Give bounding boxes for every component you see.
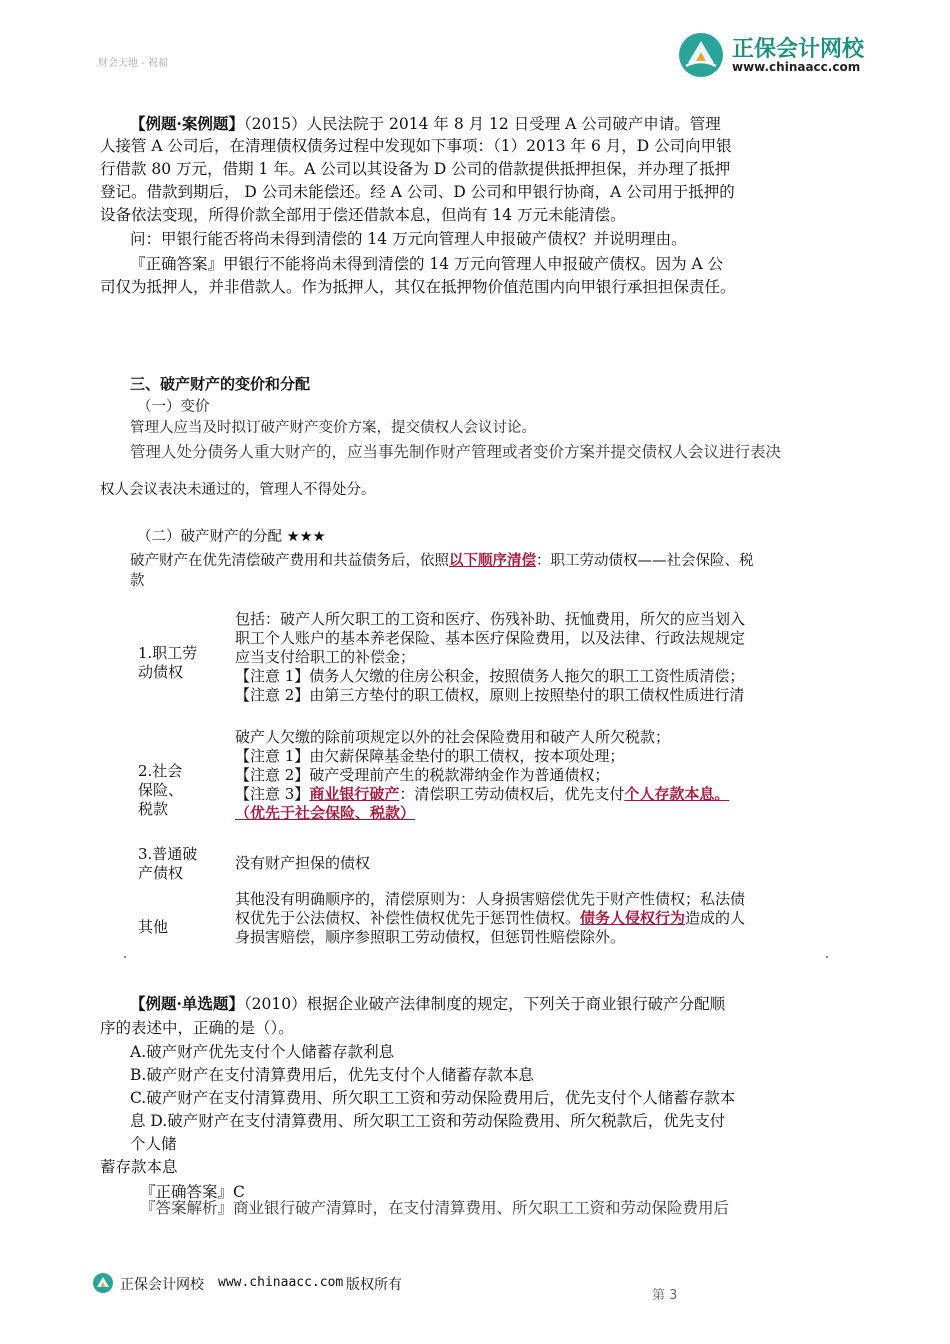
distribution-table [120,600,830,962]
example2-text: （2010）根据企业破产法律制度的规定，下列关于商业银行破产分配顺 [243,995,726,1013]
row4-content-line: 身损害赔偿，顺序参照职工劳动债权，但惩罚性赔偿除外。 [235,928,626,946]
example1-text: （2015）人民法院于 2014 年 8 月 12 日受理 A 公司破产申请。管理 [243,115,721,133]
row3-content-line: 没有财产担保的债权 [235,854,371,872]
tort-link[interactable]: 债务人侵权行为 [580,909,686,927]
table-dot-right [826,956,828,958]
section3-clipped-line-2 [130,443,830,461]
option-a: A.破产财产优先支付个人储蓄存款利息 [130,1043,395,1061]
section3-after: 权人会议表决未通过的，管理人不得处分。 [100,482,376,498]
row1-content-line: 应当支付给职工的补偿金； [235,648,416,666]
example2-line-1 [130,994,725,1014]
personal-deposit-link[interactable]: 个人存款本息。 [624,785,730,803]
row2-label-line: 2.社会 [138,762,183,780]
row1-content-line: 【注意 2】由第三方垫付的职工债权，原则上按照垫付的职工债权性质进行清 [235,686,745,704]
option-c-line-1: C.破产财产在支付清算费用、所欠职工工资和劳动保险费用后，优先支付个人储蓄存款本 [130,1089,736,1107]
row1-content-line: 职工个人账户的基本养老保险、基本医疗保险费用，以及法律、行政法规规定 [235,629,746,647]
row4-content [235,890,825,947]
option-b: B.破产财产在支付清算费用后，优先支付个人储蓄存款本息 [130,1066,534,1084]
option-d-end: 蓄存款本息 [100,1158,178,1176]
row1-label [138,644,197,682]
footer-brand: 正保会计网校 [120,1277,204,1293]
row4-content-line: 其他没有明确顺序的，清偿原则为：人身损害赔偿优先于财产性债权；私法债 [235,890,746,908]
example2-clipped [140,1199,830,1217]
row3-label-line: 产债权 [138,864,184,882]
row1-content-line: 【注意 1】债务人欠缴的住房公积金，按照债务人拖欠的职工工资性质清偿； [235,667,745,685]
commercial-bank-link[interactable]: 商业银行破产 [309,785,400,803]
example1-line-1 [130,114,721,134]
section3-title: 三、破产财产的变价和分配 [130,375,311,393]
row4-content-line-2 [235,909,825,928]
example1-question: 问：甲银行能否将尚未得到清偿的 14 万元向管理人申报破产债权？并说明理由。 [130,230,687,248]
footer-rights: 版权所有 [346,1277,402,1293]
row2-label [138,762,183,819]
footer [92,1270,852,1303]
example2-line-2: 序的表述中，正确的是（）。 [100,1019,294,1037]
row2-content [235,728,825,823]
row1-label-line: 1.职工劳 [138,644,198,662]
row1-label-line: 动债权 [138,663,184,681]
row1-content-line: 包括：破产人所欠职工的工资和医疗、伤残补助、抚恤费用，所欠的应当划入 [235,610,746,628]
order-link[interactable]: 以下顺序清偿 [449,553,536,569]
example2-clipped-text: 『答案解析』商业银行破产清算时，在支付清算费用、所欠职工工资和劳动保险费用后 [140,1199,730,1217]
footer-url[interactable]: www.chinaacc.com [218,1275,344,1290]
row3-label-line: 3.普通破 [138,845,198,863]
note3-mid: ：清偿职工劳动债权后，优先支付 [399,785,625,803]
logo-icon [676,30,726,80]
section3-sub2: （二）破产财产的分配 ★★★ [137,529,326,545]
section3-sub1: （一）变价 [137,399,210,415]
example2-answer: 『正确答案』C [140,1183,245,1201]
row2-label-line: 保险、 [138,781,184,799]
footer-logo-icon [92,1272,114,1294]
logo-title: 正保会计网校 [732,37,865,62]
section3-clipped-line-1: 管理人应当及时拟订破产财产变价方案，提交债权人会议讨论。 [130,420,536,436]
section3-intro-cont: 款 [130,573,145,589]
logo [676,30,866,80]
example1-answer-cont: 司仅为抵押人，并非借款人。作为抵押人，其仅在抵押物价值范围内向甲银行承担担保责任。 [100,278,736,296]
priority-note-link[interactable]: （优先于社会保险、税款） [235,804,416,822]
header-faint-text: 财会天地 - 祝福 [98,58,168,69]
logo-url: www.chinaacc.com [732,60,861,74]
intro-text-b: ：职工劳动债权——社会保险、税 [536,553,754,569]
example1-line-5: 设备依法变现，所得价款全部用于偿还借款本息，但尚有 14 万元未能清偿。 [100,206,626,224]
row2-content-line: 【注意 1】由欠薪保障基金垫付的职工债权，按本项处理； [235,747,625,765]
row4-label-line: 其他 [138,918,169,936]
section3-intro [130,551,754,571]
row2-note3 [235,785,825,804]
option-c-line-2: 息 D.破产财产在支付清算费用、所欠职工工资和劳动保险费用、所欠税款后，优先支付 [130,1112,726,1130]
example1-tag: 【例题·案例题】 [130,114,244,133]
table-dot-left [124,956,126,958]
row2-content-line: 破产人欠缴的除前项规定以外的社会保险费用和破产人所欠税款； [235,728,671,746]
example1-answer: 『正确答案』甲银行不能将尚未得到清偿的 14 万元向管理人申报破产债权。因为 A 公 [130,255,724,273]
example1-line-4: 登记。借款到期后， D 公司未能偿还。经 A 公司、D 公司和甲银行协商，A 公司用于抵押的 [100,183,735,201]
row1-content [235,610,825,705]
row3-content [235,854,825,873]
row2-label-line: 税款 [138,800,169,818]
row4-text: 权优先于公法债权、补偿性债权优先于惩罚性债权。 [235,909,581,927]
example1-line-3: 行借款 80 万元，借期 1 年。A 公司以其设备为 D 公司的借款提供抵押担保，并办理了抵押 [100,160,731,178]
page-number: 第 3 [652,1288,678,1303]
row2-content-line: 【注意 2】破产受理前产生的税款滞纳金作为普通债权； [235,766,610,784]
example1-line-2: 人接管 A 公司后，在清理债权债务过程中发现如下事项：（1）2013 年 6 月，D 公司向甲银 [100,137,732,155]
row4-label [138,918,168,937]
option-c-line-3: 个人储 [130,1135,177,1153]
section3-clipped-text: 管理人处分债务人重大财产的，应当事先制作财产管理或者变价方案并提交债权人会议进行表决 [130,443,782,461]
note3-prefix: 【注意 3】 [235,785,310,803]
row4-text-rest: 造成的人 [685,909,746,927]
row3-label [138,845,198,882]
example2-tag: 【例题·单选题】 [130,994,244,1013]
intro-text-a: 破产财产在优先清偿破产费用和共益债务后，依照 [130,553,449,569]
